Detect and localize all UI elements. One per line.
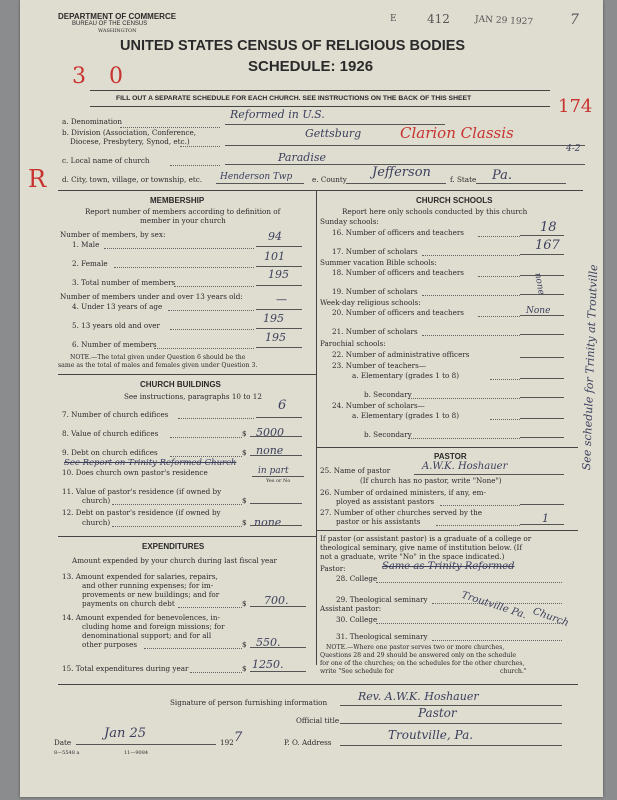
red-code: 3 0 [72, 64, 131, 89]
q1-value: 94 [268, 230, 282, 243]
buildings-struck-note: See Report on Trinity Reformed Church [64, 458, 237, 468]
date-value: Jan 25 [104, 726, 147, 741]
assistant-pastor-label: Assistant pastor: [320, 604, 382, 613]
pastor-note-2: Questions 28 and 29 should be answered only on the schedule [320, 652, 517, 659]
q23-label: 23. Number of teachers— [332, 361, 426, 370]
q14-label-4: other purposes [82, 640, 138, 649]
department-name: DEPARTMENT OF COMMERCE [58, 12, 177, 21]
expenditures-subtitle: Amount expended by your church during last fiscal year [72, 556, 277, 565]
schools-title: CHURCH SCHOOLS [416, 196, 493, 205]
q29-label: 29. Theological seminary [336, 595, 428, 604]
county-label: e. County [312, 175, 347, 184]
date-year-prefix: 192 [220, 738, 234, 747]
q6-value: 195 [265, 331, 286, 344]
college-instruction: If pastor (or assistant pastor) is a graduate of a college or [320, 534, 532, 543]
q9-label: 9. Debt on church edifices [62, 448, 158, 457]
denomination-value: Reformed in U.S. [230, 108, 325, 121]
schedule-title: SCHEDULE: 1926 [248, 58, 374, 75]
q13-value: 700. [264, 594, 289, 607]
pastor-note-3: for one of the churches; on the schedules for the other churches, [320, 660, 525, 667]
q11-label: 11. Value of pastor's residence (if owned by [62, 487, 222, 496]
pastor-sub-label: Pastor: [320, 564, 346, 573]
members-by-sex-label: Number of members, by sex: [60, 230, 166, 239]
q16-label: 16. Number of officers and teachers [332, 228, 464, 237]
official-title-value: Pastor [418, 706, 457, 720]
division-value: Gettsburg [305, 127, 362, 140]
q26-label: 26. Number of ordained ministers, if any, em- [320, 488, 486, 497]
state-label: f. State [450, 175, 477, 184]
q4-value: — [276, 293, 287, 306]
q13-label-2: and other running expenses; for im- [82, 581, 214, 590]
red-number: 174 [558, 96, 593, 117]
division-label-2: Diocese, Presbytery, Synod, etc.) [70, 137, 190, 146]
red-check-mark: R [28, 165, 47, 193]
q9-value: none [256, 444, 284, 457]
q14-label-3: denominational support; and for all [82, 631, 212, 640]
city-label: d. City, town, village, or township, etc. [62, 175, 203, 184]
stamp-number: 412 [427, 12, 450, 26]
q17-value: 167 [535, 238, 560, 253]
struck-church-note: Church [531, 605, 571, 630]
city-name: WASHINGTON [98, 28, 137, 34]
q31-label: 31. Theological seminary [336, 632, 428, 641]
local-name-label: c. Local name of church [62, 156, 150, 165]
schools-intro: Report here only schools conducted by this church [342, 207, 528, 216]
q3-label: 3. Total number of members [72, 278, 176, 287]
q15-label: 15. Total expenditures during year [62, 664, 189, 673]
q28-label: 28. College [336, 574, 378, 583]
q13-label-4: payments on church debt [82, 599, 175, 608]
side-code: 4-2 [566, 144, 581, 154]
q30-label: 30. College [336, 615, 378, 624]
members-by-age-label: Number of members under and over 13 years old: [60, 292, 243, 301]
membership-note-2: same as the total of males and females given under Question 3. [58, 362, 258, 369]
q18-value: none [532, 272, 546, 296]
buildings-subtitle: See instructions, paragraphs 10 to 12 [124, 392, 262, 401]
college-instruction-3: not a graduate, write "No" in the space indicated.) [320, 552, 505, 561]
state-value: Pa. [492, 168, 513, 183]
division-label: b. Division (Association, Conference, [62, 128, 197, 137]
q23b-label: b. Secondary [364, 390, 412, 399]
q18-label: 18. Number of officers and teachers [332, 268, 464, 277]
q7-value: 6 [278, 398, 287, 413]
college-instruction-2: theological seminary, give name of institution below. (If [320, 543, 523, 552]
pastor-note-4: write "See schedule for [320, 668, 394, 675]
q14-label: 14. Amount expended for benevolences, in- [62, 613, 220, 622]
po-address-label: P. O. Address [284, 738, 332, 747]
weekday-schools-label: Week-day religious schools: [320, 298, 421, 307]
q4-label: 4. Under 13 years of age [72, 302, 163, 311]
schools-side-note: See schedule for Trinity at Troutville [580, 264, 601, 471]
q5-value: 195 [263, 312, 284, 325]
membership-title: MEMBERSHIP [150, 196, 205, 205]
official-title-label: Official title [296, 716, 340, 725]
q12-value: none [254, 516, 282, 529]
signature-value: Rev. A.W.K. Hoshauer [358, 690, 479, 703]
pastor-note: NOTE.—Where one pastor serves two or more churches, [326, 644, 505, 651]
q24b-label: b. Secondary [364, 430, 412, 439]
q11-label-2: church) [82, 496, 111, 505]
q10-label: 10. Does church own pastor's residence [62, 468, 208, 477]
q16-value: 18 [540, 220, 557, 235]
q14-label-2: cluding home and foreign missions; for [82, 622, 225, 631]
q24-label: 24. Number of scholars— [332, 401, 425, 410]
struck-town-note: Troutville Pa. [459, 589, 528, 622]
q3-value: 195 [268, 268, 289, 281]
q20-label: 20. Number of officers and teachers [332, 308, 464, 317]
buildings-title: CHURCH BUILDINGS [140, 380, 221, 389]
membership-intro: Report number of members according to definition of [85, 207, 281, 216]
stamp-letter: E [390, 14, 397, 24]
struck-college-note: Same as Trinity Reformed [382, 561, 515, 572]
membership-note: NOTE.—The total given under Question 6 should be the [70, 354, 246, 361]
q20-value: None [526, 306, 551, 316]
census-schedule-sheet: DEPARTMENT OF COMMERCE BUREAU OF THE CENSUS WASHINGTON UNITED STATES CENSUS OF RELIGIOUS BODIES SCHEDULE: 1926 E 412 JAN 29 1927 7 3 0 FILL OUT A SEPARATE SCHEDULE FOR EACH CHURCH. SEE INSTRUCTIONS ON THE BACK OF THIS SHEET 174 a. Denomination Reformed in U.S. b. Division (Association, Conference, Diocese, Presbytery, Synod, etc.) Gettsburg Clarion Classis 4-2 c. Local name of church Paradise R d. City, town, village, or township, etc. Henderson Twp e. County Jefferson f. State Pa. MEMBERSHIP Report number of members according to definition of member in your church Number of members, by sex: 1. Male 94 2. Female 101 3. Total number of members 195 Number of members under and over 13 years old: 4. Under 13 years of age — 5. 13 years old and over 195 6. Number of members 195 NOTE.—The total given under Question 6 should be the same as the total of males and females given under Question 3. CHURCH BUILDINGS See instructions, paragraphs 10 to 12 7. Number of church edifices 6 8. Value of church edifices $ 5000 9. Debt on church edifices $ none See Report on Trinity Reformed Church 10. Does church own pastor's residence in part Yes or No 11. Value of pastor's residence (if owned by church) $ 12. Debt on pastor's residence (if owned by church) $ none EXPENDITURES Amount expended by your church during last fiscal year 13. Amount expended for salaries, repairs, and other running expenses; for im- provements or new buildings; and for payments on church debt $ 700. 14. Amount expended for benevolences, in- cluding home and foreign missions; for denominational support; and for all other purposes $ 550. 15. Total expenditures during year $ 1250. CHURCH SCHOOLS Report here only schools conducted by this church Sunday schools: 16. Number of officers and teachers 18 17. Number of scholars 167 Summer vacation Bible schools: 18. Number of officers and teachers none 19. Number of scholars Week-day religious schools: 20. Number of officers and teachers None 21. Number of scholars Parochial schools: 22. Number of administrative officers 23. Number of teachers— a. Elementary (grades 1 to 8) b. Secondary 24. Number of scholars— a. Elementary (grades 1 to 8) b. Secondary See schedule for Trinity at Troutville PASTOR 25. Name of pastor A.W.K. Hoshauer (If church has no pastor, write "None") 26. Number of ordained ministers, if any, em- ployed as assistant pastors 27. Number of other churches served by the pastor or his assistants 1 If pastor (or assistant pastor) is a graduate of a college or theological seminary, give name of institution below. (If not a graduate, write "No" in the space indicated.) Pastor: 28. College Same as Trinity Reformed 29. Theological seminary Assistant pastor: 30. College Troutville Pa. Church 31. Theological seminary NOTE.—Where one pastor serves two or more churches, Questions 28 and 29 should be answered only on the schedule for one of the churches; on the schedules for the other churches, write "See schedule for church." Signature of person furnishing information Rev. A.W.K. Hoshauer Official title Pastor Date Jan 25 192 7 P. O. Address Troutville, Pa. 8—5548 a 11—9084 [20, 0, 603, 797]
membership-intro-2: member in your church [140, 216, 226, 225]
bureau-name: BUREAU OF THE CENSUS [72, 21, 148, 27]
parochial-schools-label: Parochial schools: [320, 339, 386, 348]
q6-label: 6. Number of members [72, 340, 157, 349]
sunday-schools-label: Sunday schools: [320, 217, 379, 226]
q25-value: A.W.K. Hoshauer [422, 461, 508, 472]
q1-label: 1. Male [72, 240, 100, 249]
q22-label: 22. Number of administrative officers [332, 350, 470, 359]
print-number: 11—9084 [124, 750, 149, 756]
pastor-title: PASTOR [434, 452, 467, 461]
q10-value: in part [258, 466, 289, 476]
corner-mark: 7 [570, 12, 579, 28]
q14-value: 550. [256, 636, 281, 649]
q2-label: 2. Female [72, 259, 108, 268]
form-title: UNITED STATES CENSUS OF RELIGIOUS BODIES [120, 38, 466, 54]
q2-value: 101 [264, 250, 285, 263]
q5-label: 5. 13 years old and over [72, 321, 160, 330]
q24a-label: a. Elementary (grades 1 to 8) [352, 411, 459, 420]
q12-label-2: church) [82, 518, 111, 527]
date-label: Date [54, 738, 72, 747]
date-year-digit: 7 [234, 730, 243, 745]
q27-label: 27. Number of other churches served by the [320, 508, 483, 517]
form-number: 8—5548 a [54, 750, 80, 756]
q19-label: 19. Number of scholars [332, 287, 418, 296]
county-value: Jefferson [372, 165, 431, 180]
city-value: Henderson Twp [220, 172, 293, 182]
q8-value: 5000 [256, 426, 284, 439]
local-name-value: Paradise [278, 151, 326, 164]
stamp-date: JAN 29 1927 [474, 14, 534, 28]
division-red-value: Clarion Classis [400, 124, 514, 142]
q13-label: 13. Amount expended for salaries, repairs, [62, 572, 218, 581]
signature-label: Signature of person furnishing information [170, 698, 328, 707]
q15-value: 1250. [252, 658, 284, 671]
q13-label-3: provements or new buildings; and for [82, 590, 220, 599]
denomination-label: a. Denomination [62, 117, 122, 126]
yes-no-caption: Yes or No [266, 478, 291, 484]
q17-label: 17. Number of scholars [332, 247, 418, 256]
q12-label: 12. Debt on pastor's residence (if owned by [62, 508, 221, 517]
instruction-line: FILL OUT A SEPARATE SCHEDULE FOR EACH CHURCH. SEE INSTRUCTIONS ON THE BACK OF THIS SHEET [116, 95, 472, 102]
q7-label: 7. Number of church edifices [62, 410, 169, 419]
q25-label: 25. Name of pastor [320, 466, 391, 475]
pastor-note-5: church." [500, 668, 527, 675]
q25-note: (If church has no pastor, write "None") [360, 476, 502, 485]
q27-label-2: pastor or his assistants [336, 517, 421, 526]
summer-schools-label: Summer vacation Bible schools: [320, 258, 437, 267]
q8-label: 8. Value of church edifices [62, 429, 159, 438]
q21-label: 21. Number of scholars [332, 327, 418, 336]
q23a-label: a. Elementary (grades 1 to 8) [352, 371, 459, 380]
q26-label-2: ployed as assistant pastors [336, 497, 435, 506]
po-address-value: Troutville, Pa. [388, 728, 474, 742]
q27-value: 1 [542, 512, 549, 525]
expenditures-title: EXPENDITURES [142, 542, 205, 551]
